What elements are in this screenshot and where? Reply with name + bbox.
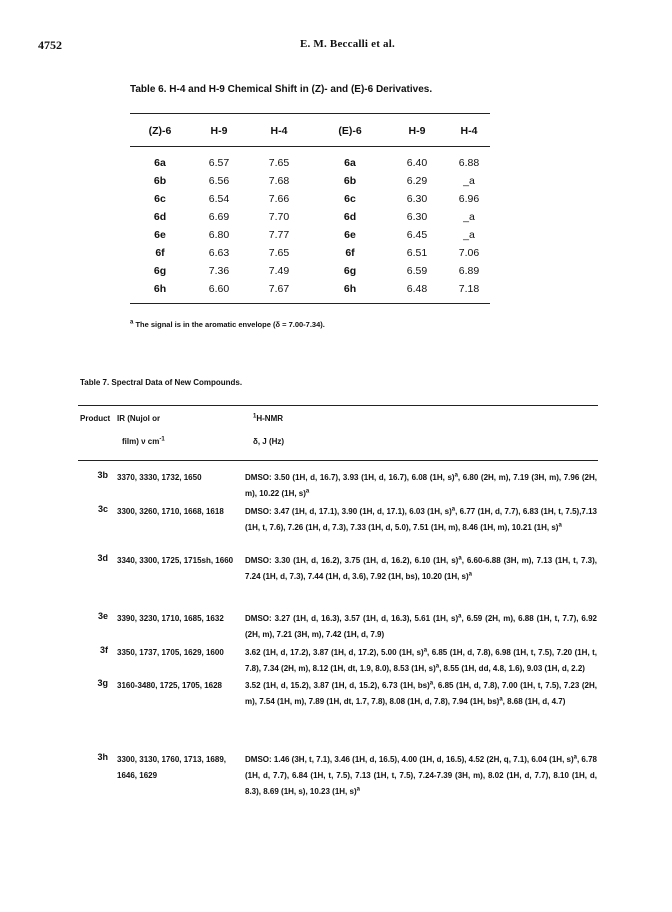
table7-product: 3b bbox=[97, 470, 108, 480]
table6-cell: 6h bbox=[153, 283, 167, 295]
table6-cell: 6.63 bbox=[208, 247, 230, 259]
table6-cell: 6h bbox=[343, 283, 357, 295]
table6-cell: 7.66 bbox=[268, 193, 290, 205]
table6-cell: 6f bbox=[155, 247, 165, 259]
table6-top-rule bbox=[130, 113, 490, 114]
table6-footnote-text: The signal is in the aromatic envelope (δ = 7.00-7.34). bbox=[135, 320, 325, 329]
table6-cell: _a bbox=[463, 229, 475, 241]
table7-header-ir-line1: IR (Nujol or bbox=[117, 414, 161, 423]
table7-nmr: DMSO: 3.47 (1H, d, 17.1), 3.90 (1H, d, 17.1), 6.03 (1H, s)$^a$, 6.77 (1H, d, 7.7), 6.83 (1H, t, 7.5),7.13 (1H, t, 7.6), 7.26 (1H, d, 7.3), 7.33 (1H, d, 5.0), 7.51 (1H, m), 8.46 (1H, m), 10.21 (1H, s)$^a$ bbox=[245, 506, 598, 532]
table7-nmr: DMSO: 3.50 (1H, d, 16.7), 3.93 (1H, d, 16.7), 6.08 (1H, s)$^a$, 6.80 (2H, m), 7.19 (3H, m), 7.96 (2H, m), 10.22 (1H, s)$^a$ bbox=[245, 472, 597, 498]
table6-cell: 6c bbox=[154, 193, 166, 205]
table7-header-product: Product bbox=[80, 414, 111, 423]
table6-cell: 7.65 bbox=[268, 247, 290, 259]
table7-ir: 3390, 3230, 1710, 1685, 1632 bbox=[117, 614, 224, 623]
table6-cell: 6.30 bbox=[406, 211, 428, 223]
table6-cell: 7.36 bbox=[208, 265, 230, 277]
table7-nmr: DMSO: 3.27 (1H, d, 16.3), 3.57 (1H, d, 16.3), 5.61 (1H, s)$^a$, 6.59 (2H, m), 6.88 (1H, t, 7.7), 6.92 (2H, m), 7.21 (3H, m), 7.42 (1H, d, 7.9) bbox=[245, 613, 597, 639]
footnote-mark: a bbox=[130, 319, 134, 326]
table7-product: 3e bbox=[97, 611, 108, 621]
table6-header-z6: (Z)-6 bbox=[148, 125, 172, 137]
table6-cell: _a bbox=[463, 211, 475, 223]
table6-cell: 6b bbox=[343, 175, 357, 187]
table6-header-e-h9: H-9 bbox=[408, 125, 426, 137]
table6-cell: 6.51 bbox=[406, 247, 428, 259]
table7-product: 3c bbox=[97, 504, 108, 514]
table6-cell: 6f bbox=[345, 247, 355, 259]
table7-caption: Table 7. Spectral Data of New Compounds. bbox=[80, 378, 243, 387]
table6-cell: 6.45 bbox=[406, 229, 428, 241]
table6-cell: 7.67 bbox=[268, 283, 290, 295]
table6-cell: 6.48 bbox=[406, 283, 428, 295]
table6-cell: 7.18 bbox=[458, 283, 480, 295]
table7-header-nmr-line2: δ, J (Hz) bbox=[253, 437, 285, 446]
table6-cell: 6a bbox=[154, 157, 166, 169]
table6-cell: 6g bbox=[343, 265, 357, 277]
table6-cell: 6d bbox=[343, 211, 357, 223]
table7-header-ir-line2: film) ν $cm^{-1}$ bbox=[122, 436, 165, 446]
table6-cell: 6.96 bbox=[458, 193, 480, 205]
table6-header-rule bbox=[130, 146, 490, 147]
table6-cell: 6.29 bbox=[406, 175, 428, 187]
table7-header-nmr-line1: $^1$H-NMR bbox=[253, 413, 284, 423]
table7-ir: 3350, 1737, 1705, 1629, 1600 bbox=[117, 648, 224, 657]
table6-cell: 6.60 bbox=[208, 283, 230, 295]
table6-cell: 6e bbox=[154, 229, 166, 241]
page-number: 4752 bbox=[38, 38, 62, 52]
table7-nmr: 3.52 (1H, d, 15.2), 3.87 (1H, d, 15.2), 6.73 (1H, bs)$^a$, 6.85 (1H, d, 7.8), 7.00 (1H, t, 7.5), 7.23 (2H, m), 7.54 (1H, m), 7.89 (1H, dt, 1.7, 7.8), 8.08 (1H, d, 7.8), 7.94 (1H, bs)$^a$, 8.68 (1H, d, 4.7) bbox=[245, 680, 597, 706]
table7-nmr: DMSO: 3.30 (1H, d, 16.2), 3.75 (1H, d, 16.2), 6.10 (1H, s)$^a$, 6.60-6.88 (3H, m), 7.13 (1H, t, 7.3), 7.24 (1H, d, 7.3), 7.44 (1H, d, 3.6), 7.92 (1H, bs), 10.20 (1H, s)$^a$ bbox=[245, 555, 598, 581]
table7-ir: 3370, 3330, 1732, 1650 bbox=[117, 473, 202, 482]
table6-cell: 7.68 bbox=[268, 175, 290, 187]
table6-cell: 6d bbox=[153, 211, 167, 223]
table6-cell: 6g bbox=[153, 265, 167, 277]
table6-cell: 7.49 bbox=[268, 265, 290, 277]
table6-cell: 7.06 bbox=[458, 247, 480, 259]
table6-cell: _a bbox=[463, 175, 475, 187]
table6-cell: 6.40 bbox=[406, 157, 428, 169]
table6-cell: 6.30 bbox=[406, 193, 428, 205]
running-head-authors: E. M. Beccalli et al. bbox=[300, 38, 395, 50]
table7-ir: 3160-3480, 1725, 1705, 1628 bbox=[117, 681, 222, 690]
table7-top-rule bbox=[78, 405, 598, 406]
table6-header-e6: (E)-6 bbox=[338, 125, 362, 137]
table7-ir: 3300, 3260, 1710, 1668, 1618 bbox=[117, 507, 224, 516]
table7-product: 3d bbox=[97, 553, 108, 563]
table6-cell: 6a bbox=[344, 157, 356, 169]
table6-cell: 6.89 bbox=[458, 265, 480, 277]
table6-cell: 6.54 bbox=[208, 193, 230, 205]
table6-cell: 6e bbox=[344, 229, 356, 241]
table6-footnote bbox=[130, 320, 325, 329]
table6-bottom-rule bbox=[130, 303, 490, 304]
table6-cell: 7.70 bbox=[268, 211, 290, 223]
table6-cell: 6.59 bbox=[406, 265, 428, 277]
table6-header-z-h9: H-9 bbox=[210, 125, 228, 137]
table6-cell: 6.57 bbox=[208, 157, 230, 169]
table7-product: 3f bbox=[99, 645, 108, 655]
table7-ir: 3300, 3130, 1760, 1713, 1689, 1646, 1629 bbox=[117, 755, 226, 780]
table7-ir: 3340, 3300, 1725, 1715sh, 1660 bbox=[117, 556, 234, 565]
table7-nmr: DMSO: 1.46 (3H, t, 7.1), 3.46 (1H, d, 16.5), 4.00 (1H, d, 16.5), 4.52 (2H, q, 7.1), 6.04 (1H, s)$^a$, 6.78 (1H, d, 7.7), 6.84 (1H, t, 7.5), 7.13 (1H, t, 7.5), 7.24-7.39 (3H, m), 8.02 (1H, d, 7.7), 8.10 (1H, d, 8.3), 8.69 (1H, s), 10.23 (1H, s)$^a$ bbox=[245, 754, 598, 796]
table6-cell: 6b bbox=[153, 175, 167, 187]
table6-cell: 7.77 bbox=[268, 229, 290, 241]
table6-cell: 6.80 bbox=[208, 229, 230, 241]
table6-header-e-h4: H-4 bbox=[460, 125, 478, 137]
table6-cell: 6.56 bbox=[208, 175, 230, 187]
table7-product: 3g bbox=[97, 678, 108, 688]
table7-nmr: 3.62 (1H, d, 17.2), 3.87 (1H, d, 17.2), 5.00 (1H, s)$^a$, 6.85 (1H, d, 7.8), 6.98 (1H, t, 7.5), 7.20 (1H, t, 7.8), 7.34 (2H, m), 8.12 (1H, dt, 1.9, 8.0), 8.53 (1H, s)$^a$, 8.55 (1H, dd, 4.8, 1.6), 9.03 (1H, d, 2.2) bbox=[245, 647, 598, 673]
table7-product: 3h bbox=[97, 752, 108, 762]
table6-cell: 6.69 bbox=[208, 211, 230, 223]
table6-cell: 6.88 bbox=[458, 157, 480, 169]
table6-header-z-h4: H-4 bbox=[270, 125, 288, 137]
table6-caption: Table 6. H-4 and H-9 Chemical Shift in (Z)- and (E)-6 Derivatives. bbox=[130, 84, 433, 95]
table7-header-rule bbox=[78, 460, 598, 461]
table6-cell: 7.65 bbox=[268, 157, 290, 169]
table6-cell: 6c bbox=[344, 193, 356, 205]
